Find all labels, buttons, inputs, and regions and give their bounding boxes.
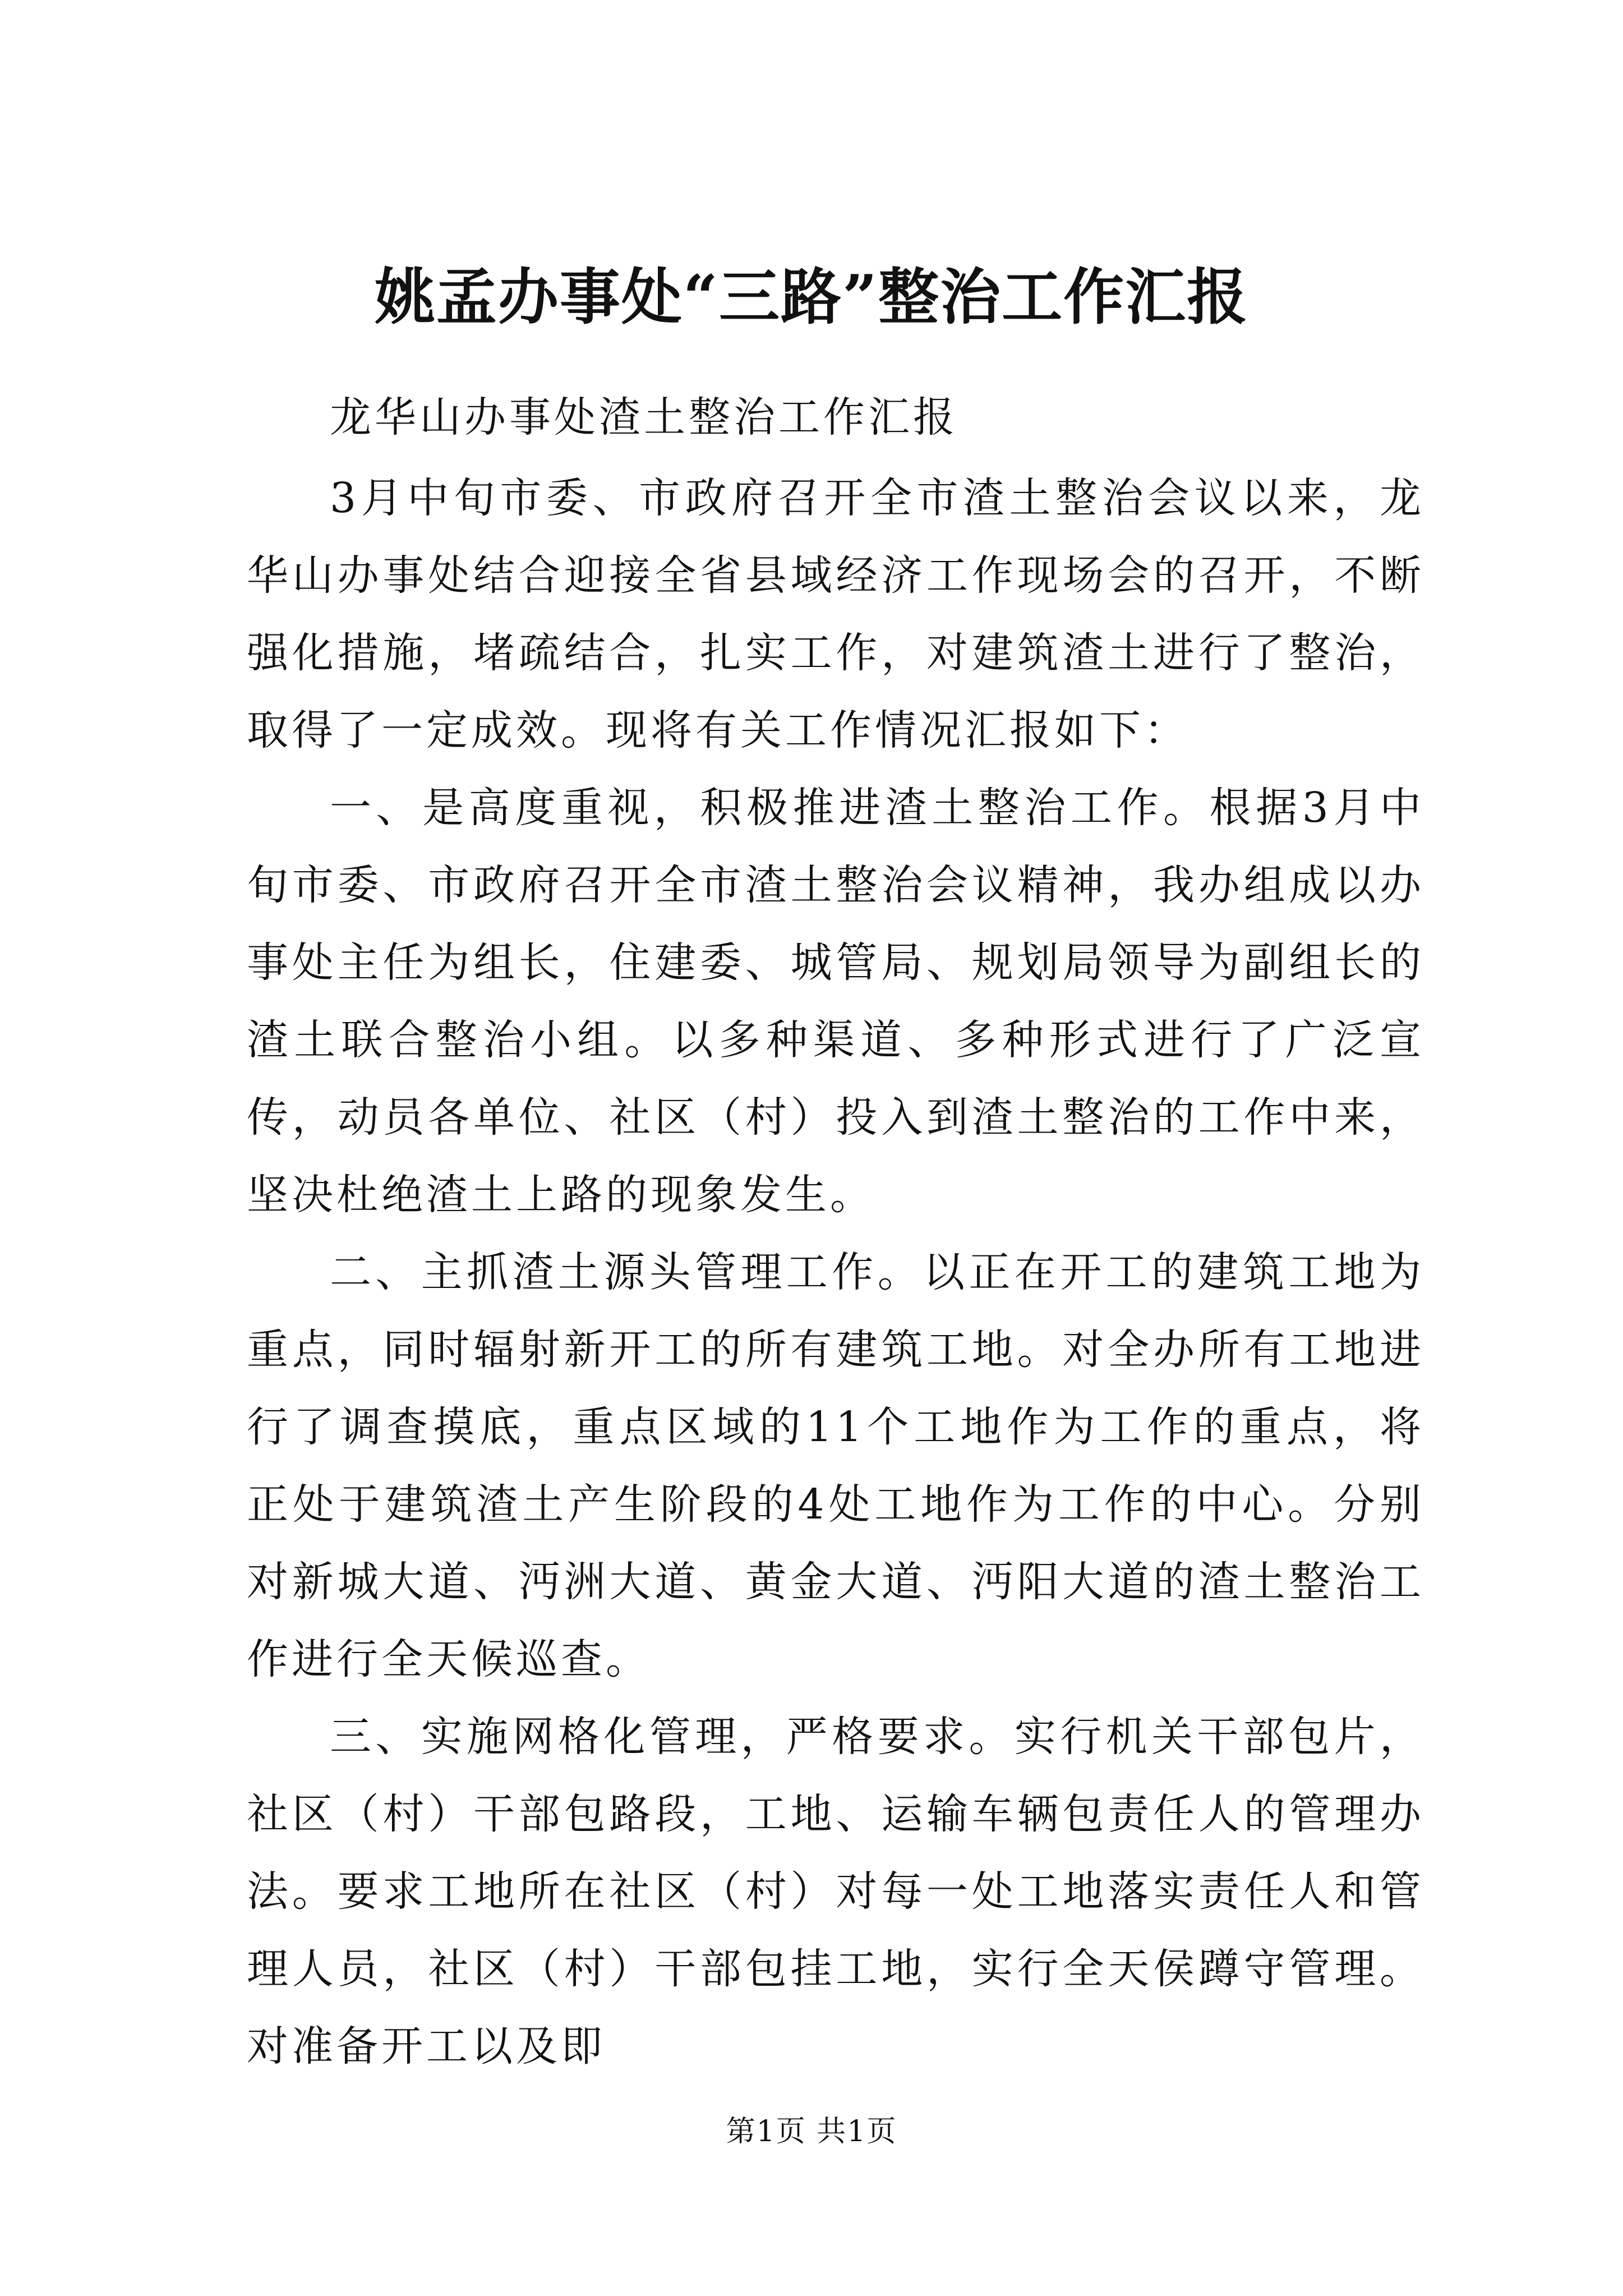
page-footer: 第1页 共1页 [726,2115,897,2148]
document-body [247,379,1424,2085]
paragraph-intro: 3月中旬市委、市政府召开全市渣土整治会议以来，龙华山办事处结合迎接全省县域经济工作现场会的召开，不断强化措施，堵疏结合，扎实工作，对建筑渣土进行了整治，取得了一定成效。现将有关工作情况汇报如下： [247,474,1424,754]
document-subtitle: 龙华山办事处渣土整治工作汇报 [330,393,958,441]
paragraph-section-2: 二、主抓渣土源头管理工作。以正在开工的建筑工地为重点，同时辐射新开工的所有建筑工地。对全办所有工地进行了调查摸底，重点区域的11个工地作为工作的重点，将正处于建筑渣土产生阶段的4处工地作为工作的中心。分别对新城大道、沔洲大道、黄金大道、沔阳大道的渣土整治工作进行全天候巡查。 [247,1248,1424,1683]
paragraph-section-1: 一、是高度重视，积极推进渣土整治工作。根据3月中旬市委、市政府召开全市渣土整治会议精神，我办组成以办事处主任为组长，住建委、城管局、规划局领导为副组长的渣土联合整治小组。以多种渠道、多种形式进行了广泛宣传，动员各单位、社区（村）投入到渣土整治的工作中来，坚决杜绝渣土上路的现象发生。 [247,784,1424,1219]
document-title: 姚孟办事处“三路”整治工作汇报 [374,262,1249,333]
paragraph-section-3: 三、实施网格化管理，严格要求。实行机关干部包片，社区（村）干部包路段，工地、运输车辆包责任人的管理办法。要求工地所在社区（村）对每一处工地落实责任人和管理人员，社区（村）干部包挂工地，实行全天侯蹲守管理。对准备开工以及即 [247,1713,1424,2070]
